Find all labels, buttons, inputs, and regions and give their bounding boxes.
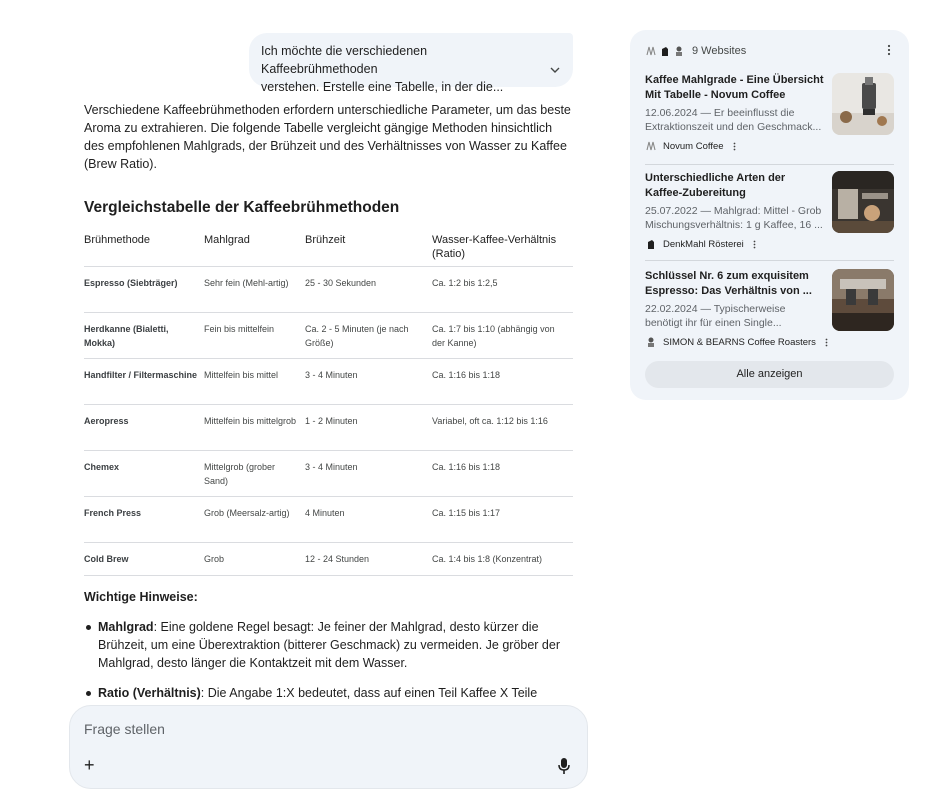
table-cell: Ca. 1:15 bis 1:17 — [432, 496, 573, 542]
table-cell-method: Herdkanne (Bialetti, Mokka) — [84, 312, 204, 358]
source-thumbnail[interactable] — [832, 73, 894, 135]
source-site — [645, 336, 894, 348]
table-cell: Grob (Meersalz-artig) — [204, 496, 305, 542]
table-row — [84, 266, 573, 312]
table-cell: Mittelfein bis mittelgrob — [204, 404, 305, 450]
table-cell: Sehr fein (Mehl-artig) — [204, 266, 305, 312]
source-snippet: 25.07.2022 — Mahlgrad: Mittel - Grob Mischungsverhältnis: 1 g Kaffee, 16 ... — [645, 205, 823, 231]
table-row — [84, 450, 573, 496]
table-header-row — [84, 233, 573, 266]
source-card[interactable] — [645, 171, 894, 250]
denkmahl-favicon-icon — [659, 45, 671, 57]
simon-bearns-favicon-icon — [673, 45, 685, 57]
table-header-cell: Brühmethode — [84, 234, 151, 246]
table-cell: Ca. 1:16 bis 1:18 — [432, 450, 573, 496]
source-site-name: SIMON & BEARNS Coffee Roasters — [663, 336, 816, 348]
table-cell: 4 Minuten — [305, 496, 432, 542]
source-thumbnail[interactable] — [832, 171, 894, 233]
novum-favicon-icon — [645, 45, 657, 57]
table-header-cell: Brühzeit — [305, 234, 346, 246]
table-cell: Ca. 2 - 5 Minuten (je nach Größe) — [305, 312, 432, 358]
table-header-cell: Wasser-Kaffee-Verhältnis (Ratio) — [432, 234, 557, 260]
show-all-button[interactable]: Alle anzeigen — [645, 361, 894, 388]
note-term: Ratio (Verhältnis) — [98, 686, 201, 700]
sources-panel — [630, 30, 909, 400]
add-button[interactable]: + — [84, 755, 95, 775]
table-cell: Grob — [204, 542, 305, 575]
prompt-input[interactable]: Frage stellen — [84, 721, 165, 737]
table-cell: Ca. 1:7 bis 1:10 (abhängig von der Kanne) — [432, 312, 573, 358]
table-row — [84, 312, 573, 358]
note-text: : Die Angabe 1:X bedeutet, dass auf einen Teil Kaffee X Teile — [200, 686, 538, 700]
table-cell-method: Espresso (Siebträger) — [84, 266, 204, 312]
table-cell: 25 - 30 Sekunden — [305, 266, 432, 312]
source-snippet: 12.06.2024 — Er beeinflusst die Extraktionszeit und den Geschmack... — [645, 107, 822, 133]
more-options-icon[interactable] — [753, 240, 756, 249]
divider — [645, 260, 894, 261]
table-cell: Variabel, oft ca. 1:12 bis 1:16 — [432, 404, 573, 450]
table-cell: 3 - 4 Minuten — [305, 358, 432, 404]
user-message-line-1: Ich möchte die verschiedenen Kaffeebrühmethoden — [261, 44, 428, 76]
prompt-input-box[interactable] — [69, 705, 588, 789]
table-row — [84, 358, 573, 404]
table-row — [84, 496, 573, 542]
source-title[interactable]: Unterschiedliche Arten der Kaffee-Zubereitung — [645, 172, 786, 199]
source-card[interactable] — [645, 269, 894, 348]
chevron-down-icon[interactable] — [548, 63, 562, 77]
table-cell: Fein bis mittelfein — [204, 312, 305, 358]
source-snippet: 22.02.2024 — Typischerweise benötigt ihr für einen Single... — [645, 303, 786, 329]
user-message-bubble — [249, 33, 573, 94]
table-cell-method: Cold Brew — [84, 542, 204, 575]
source-site — [645, 238, 894, 250]
more-options-icon[interactable] — [887, 44, 891, 56]
source-thumbnail[interactable] — [832, 269, 894, 331]
table-cell-method: Handfilter / Filtermaschine — [84, 358, 204, 404]
table-header-cell: Mahlgrad — [204, 234, 250, 246]
table-cell: Ca. 1:2 bis 1:2,5 — [432, 266, 573, 312]
table-cell: Ca. 1:4 bis 1:8 (Konzentrat) — [432, 542, 573, 575]
note-term: Mahlgrad — [98, 620, 154, 634]
table-cell: 1 - 2 Minuten — [305, 404, 432, 450]
sources-count[interactable]: 9 Websites — [692, 45, 747, 57]
simon-bearns-favicon-icon — [645, 336, 657, 348]
more-options-icon[interactable] — [825, 338, 828, 347]
table-row — [84, 542, 573, 575]
novum-favicon-icon — [645, 140, 657, 152]
source-card[interactable] — [645, 73, 894, 152]
table-cell: Mittelgrob (grober Sand) — [204, 450, 305, 496]
note-text: : Eine goldene Regel besagt: Je feiner der Mahlgrad, desto kürzer die Brühzeit, um eine Überextraktion (bitterer Geschmack) zu vermeiden. Je gröber der Mahlgrad, desto länger die Kontaktzeit mit dem Wasser. — [98, 620, 560, 670]
table-cell: Mittelfein bis mittel — [204, 358, 305, 404]
table-cell: Ca. 1:16 bis 1:18 — [432, 358, 573, 404]
table-cell: 12 - 24 Stunden — [305, 542, 432, 575]
table-cell-method: Aeropress — [84, 404, 204, 450]
comparison-table — [84, 233, 573, 576]
divider — [645, 164, 894, 165]
sources-header — [645, 42, 746, 60]
source-title[interactable]: Kaffee Mahlgrade - Eine Übersicht Mit Tabelle - Novum Coffee — [645, 74, 824, 101]
table-heading: Vergleichstabelle der Kaffeebrühmethoden — [84, 199, 400, 216]
microphone-icon[interactable] — [557, 757, 571, 775]
table-cell-method: French Press — [84, 496, 204, 542]
list-item — [84, 618, 564, 672]
source-site-name: Novum Coffee — [663, 140, 724, 152]
user-message-line-2: verstehen. Erstelle eine Tabelle, in der die... — [261, 80, 504, 94]
table-cell: 3 - 4 Minuten — [305, 450, 432, 496]
table-cell-method: Chemex — [84, 450, 204, 496]
answer-intro: Verschiedene Kaffeebrühmethoden erfordern unterschiedliche Parameter, um das beste Aroma zu extrahieren. Die folgende Tabelle vergleicht gängige Methoden hinsichtlich des empfohlenen Mahlgrads, der Brühzeit und des Verhältnisses von Wasser zu Kaffee (Brew Ratio). — [84, 103, 571, 171]
denkmahl-favicon-icon — [645, 238, 657, 250]
source-title[interactable]: Schlüssel Nr. 6 zum exquisitem Espresso: Das Verhältnis von ... — [645, 270, 812, 297]
source-site-name: DenkMahl Rösterei — [663, 238, 744, 250]
source-site — [645, 140, 894, 152]
table-row — [84, 404, 573, 450]
more-options-icon[interactable] — [733, 142, 736, 151]
answer-content — [84, 101, 574, 576]
notes-heading: Wichtige Hinweise: — [84, 590, 198, 604]
